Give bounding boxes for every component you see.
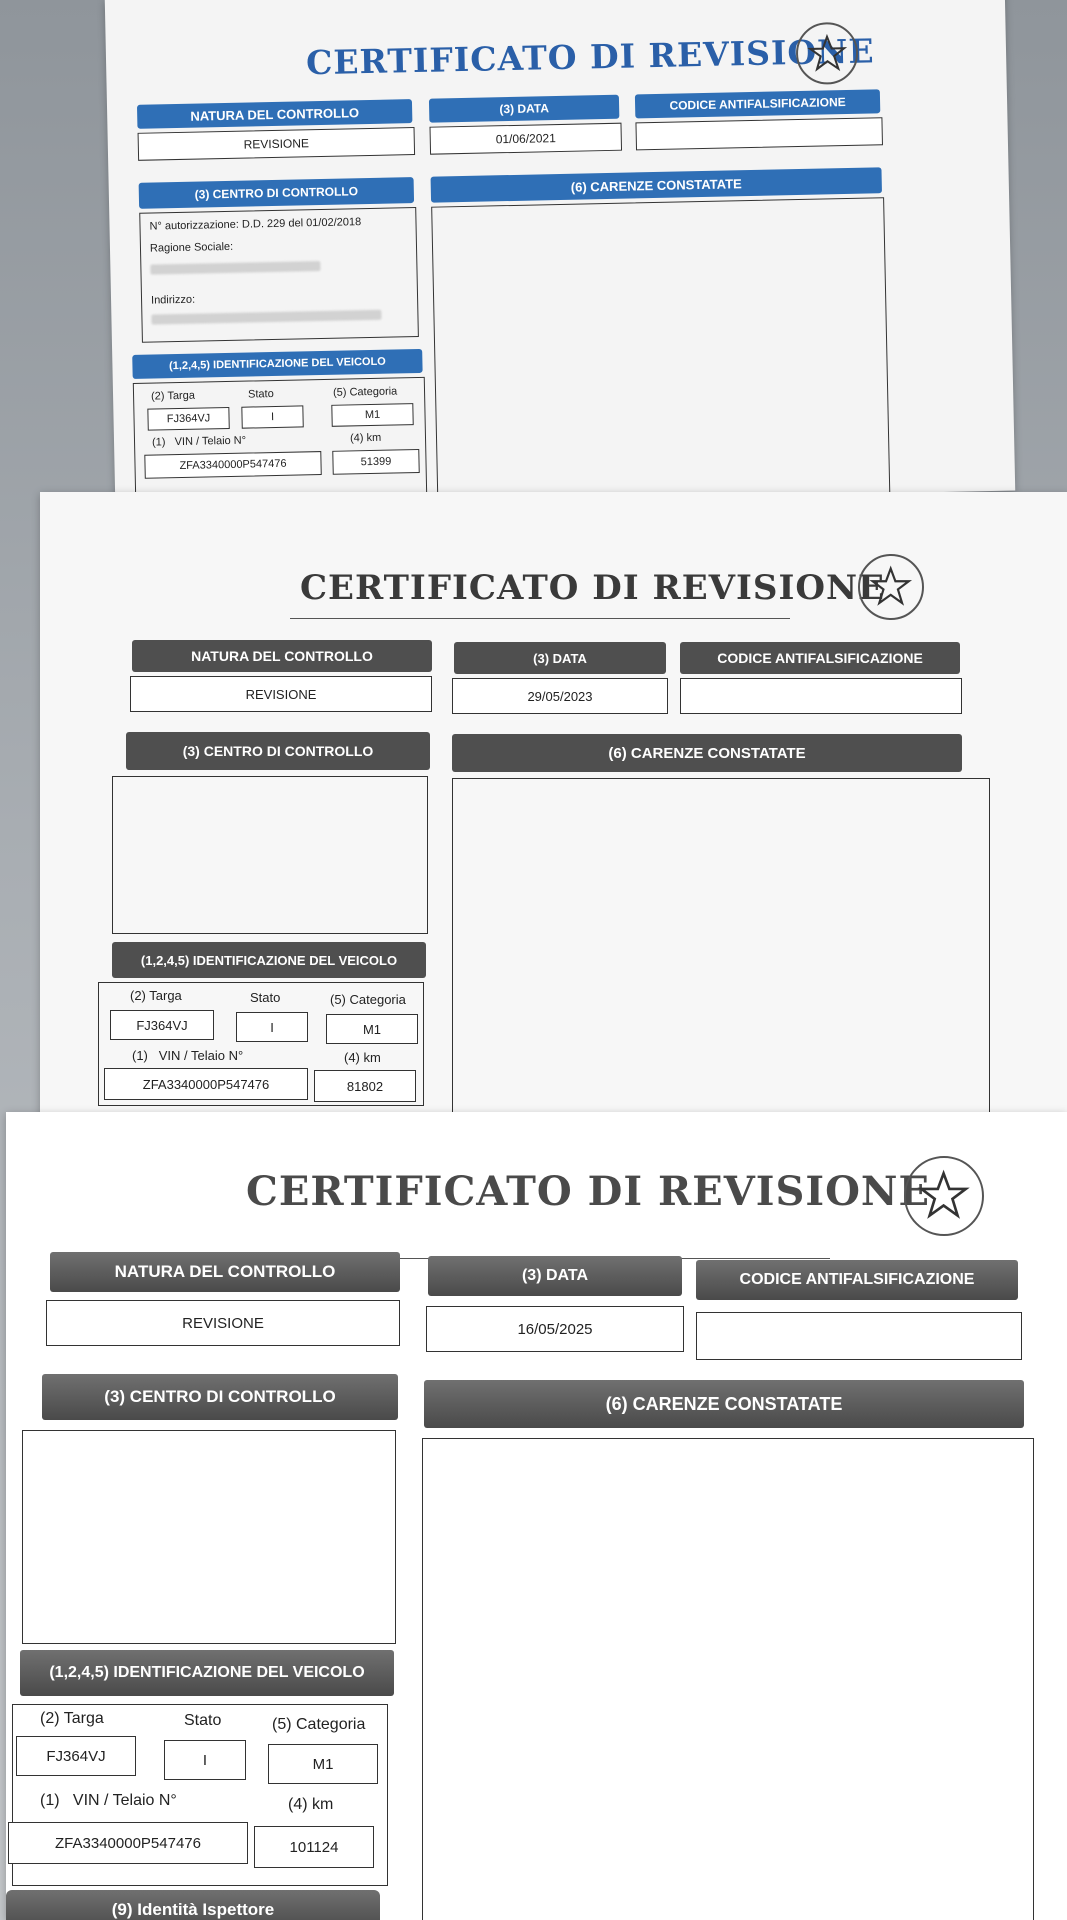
- centro-header: (3) CENTRO DI CONTROLLO: [139, 177, 414, 209]
- vin-value: ZFA3340000P547476: [144, 451, 321, 479]
- km-label: (4) km: [344, 1050, 381, 1065]
- carenze-header: (6) CARENZE CONSTATATE: [452, 734, 962, 772]
- vin-value: ZFA3340000P547476: [8, 1822, 248, 1864]
- emblem-icon: [795, 22, 858, 85]
- codice-header: CODICE ANTIFALSIFICAZIONE: [696, 1260, 1018, 1300]
- natura-value: REVISIONE: [130, 676, 432, 712]
- targa-label: (2) Targa: [150, 389, 196, 403]
- vin-label: (1) VIN / Telaio N°: [132, 1048, 244, 1063]
- carenze-header: (6) CARENZE CONSTATATE: [431, 167, 882, 202]
- targa-label: (2) Targa: [130, 988, 182, 1003]
- vin-label: (1) VIN / Telaio N°: [151, 434, 247, 449]
- stato-value: I: [236, 1012, 308, 1042]
- natura-header: NATURA DEL CONTROLLO: [50, 1252, 400, 1292]
- natura-header: NATURA DEL CONTROLLO: [132, 640, 432, 672]
- codice-value-box: [696, 1312, 1022, 1360]
- centro-autorizzazione: N° autorizzazione: D.D. 229 del 01/02/2018: [149, 216, 362, 233]
- categoria-value: M1: [326, 1014, 418, 1044]
- categoria-label: (5) Categoria: [332, 385, 398, 399]
- ispettore-header: (9) Identità Ispettore: [6, 1890, 380, 1920]
- natura-value: REVISIONE: [138, 127, 416, 161]
- carenze-box: [422, 1438, 1034, 1920]
- centro-header: (3) CENTRO DI CONTROLLO: [42, 1374, 398, 1420]
- natura-value: REVISIONE: [46, 1300, 400, 1346]
- categoria-value: M1: [331, 403, 413, 427]
- centro-ragione-label: Ragione Sociale:: [149, 240, 234, 255]
- centro-box: [22, 1430, 396, 1644]
- data-header: (3) DATA: [428, 1256, 682, 1296]
- carenze-header: (6) CARENZE CONSTATATE: [424, 1380, 1024, 1428]
- km-value: 101124: [254, 1826, 374, 1868]
- vin-label: (1) VIN / Telaio N°: [40, 1792, 177, 1809]
- km-label: (4) km: [349, 431, 382, 445]
- categoria-value: M1: [268, 1744, 378, 1784]
- carenze-box: [431, 197, 890, 508]
- targa-value: FJ364VJ: [147, 407, 229, 431]
- centro-indirizzo-label: Indirizzo:: [150, 293, 196, 307]
- title-rule: [290, 618, 790, 619]
- categoria-label: (5) Categoria: [330, 992, 406, 1007]
- certificate-2021: [105, 0, 1015, 509]
- vin-value: ZFA3340000P547476: [104, 1068, 308, 1100]
- carenze-box: [452, 778, 990, 1132]
- emblem-icon: [858, 554, 924, 620]
- data-header: (3) DATA: [429, 95, 619, 123]
- stato-label: Stato: [184, 1712, 222, 1729]
- certificate-2025: [6, 1112, 1067, 1920]
- certificate-2023: [40, 492, 1067, 1132]
- veicolo-header: (1,2,4,5) IDENTIFICAZIONE DEL VEICOLO: [132, 349, 422, 379]
- codice-header: CODICE ANTIFALSIFICAZIONE: [680, 642, 960, 674]
- targa-value: FJ364VJ: [16, 1736, 136, 1776]
- km-value: 81802: [314, 1070, 416, 1102]
- codice-value-box: [635, 117, 883, 150]
- data-value: 16/05/2025: [426, 1306, 684, 1352]
- emblem-icon: [904, 1156, 984, 1236]
- certificate-title: CERTIFICATO DI REVISIONE: [305, 31, 875, 83]
- stato-label: Stato: [250, 990, 281, 1005]
- data-value: 01/06/2021: [429, 123, 622, 155]
- km-label: (4) km: [288, 1796, 334, 1813]
- certificate-title: CERTIFICATO DI REVISIONE: [246, 1168, 930, 1215]
- codice-value-box: [680, 678, 962, 714]
- codice-header: CODICE ANTIFALSIFICAZIONE: [635, 89, 880, 118]
- categoria-label: (5) Categoria: [272, 1716, 366, 1733]
- stato-value: I: [241, 405, 303, 428]
- km-value: 51399: [332, 449, 419, 475]
- data-header: (3) DATA: [454, 642, 666, 674]
- targa-label: (2) Targa: [40, 1710, 104, 1727]
- centro-box: [112, 776, 428, 934]
- natura-header: NATURA DEL CONTROLLO: [137, 99, 412, 129]
- data-value: 29/05/2023: [452, 678, 668, 714]
- veicolo-header: (1,2,4,5) IDENTIFICAZIONE DEL VEICOLO: [20, 1650, 394, 1696]
- veicolo-header: (1,2,4,5) IDENTIFICAZIONE DEL VEICOLO: [112, 942, 426, 978]
- centro-header: (3) CENTRO DI CONTROLLO: [126, 732, 430, 770]
- stato-value: I: [164, 1740, 246, 1780]
- certificate-title: CERTIFICATO DI REVISIONE: [300, 568, 885, 608]
- targa-value: FJ364VJ: [110, 1010, 214, 1040]
- stato-label: Stato: [247, 388, 274, 401]
